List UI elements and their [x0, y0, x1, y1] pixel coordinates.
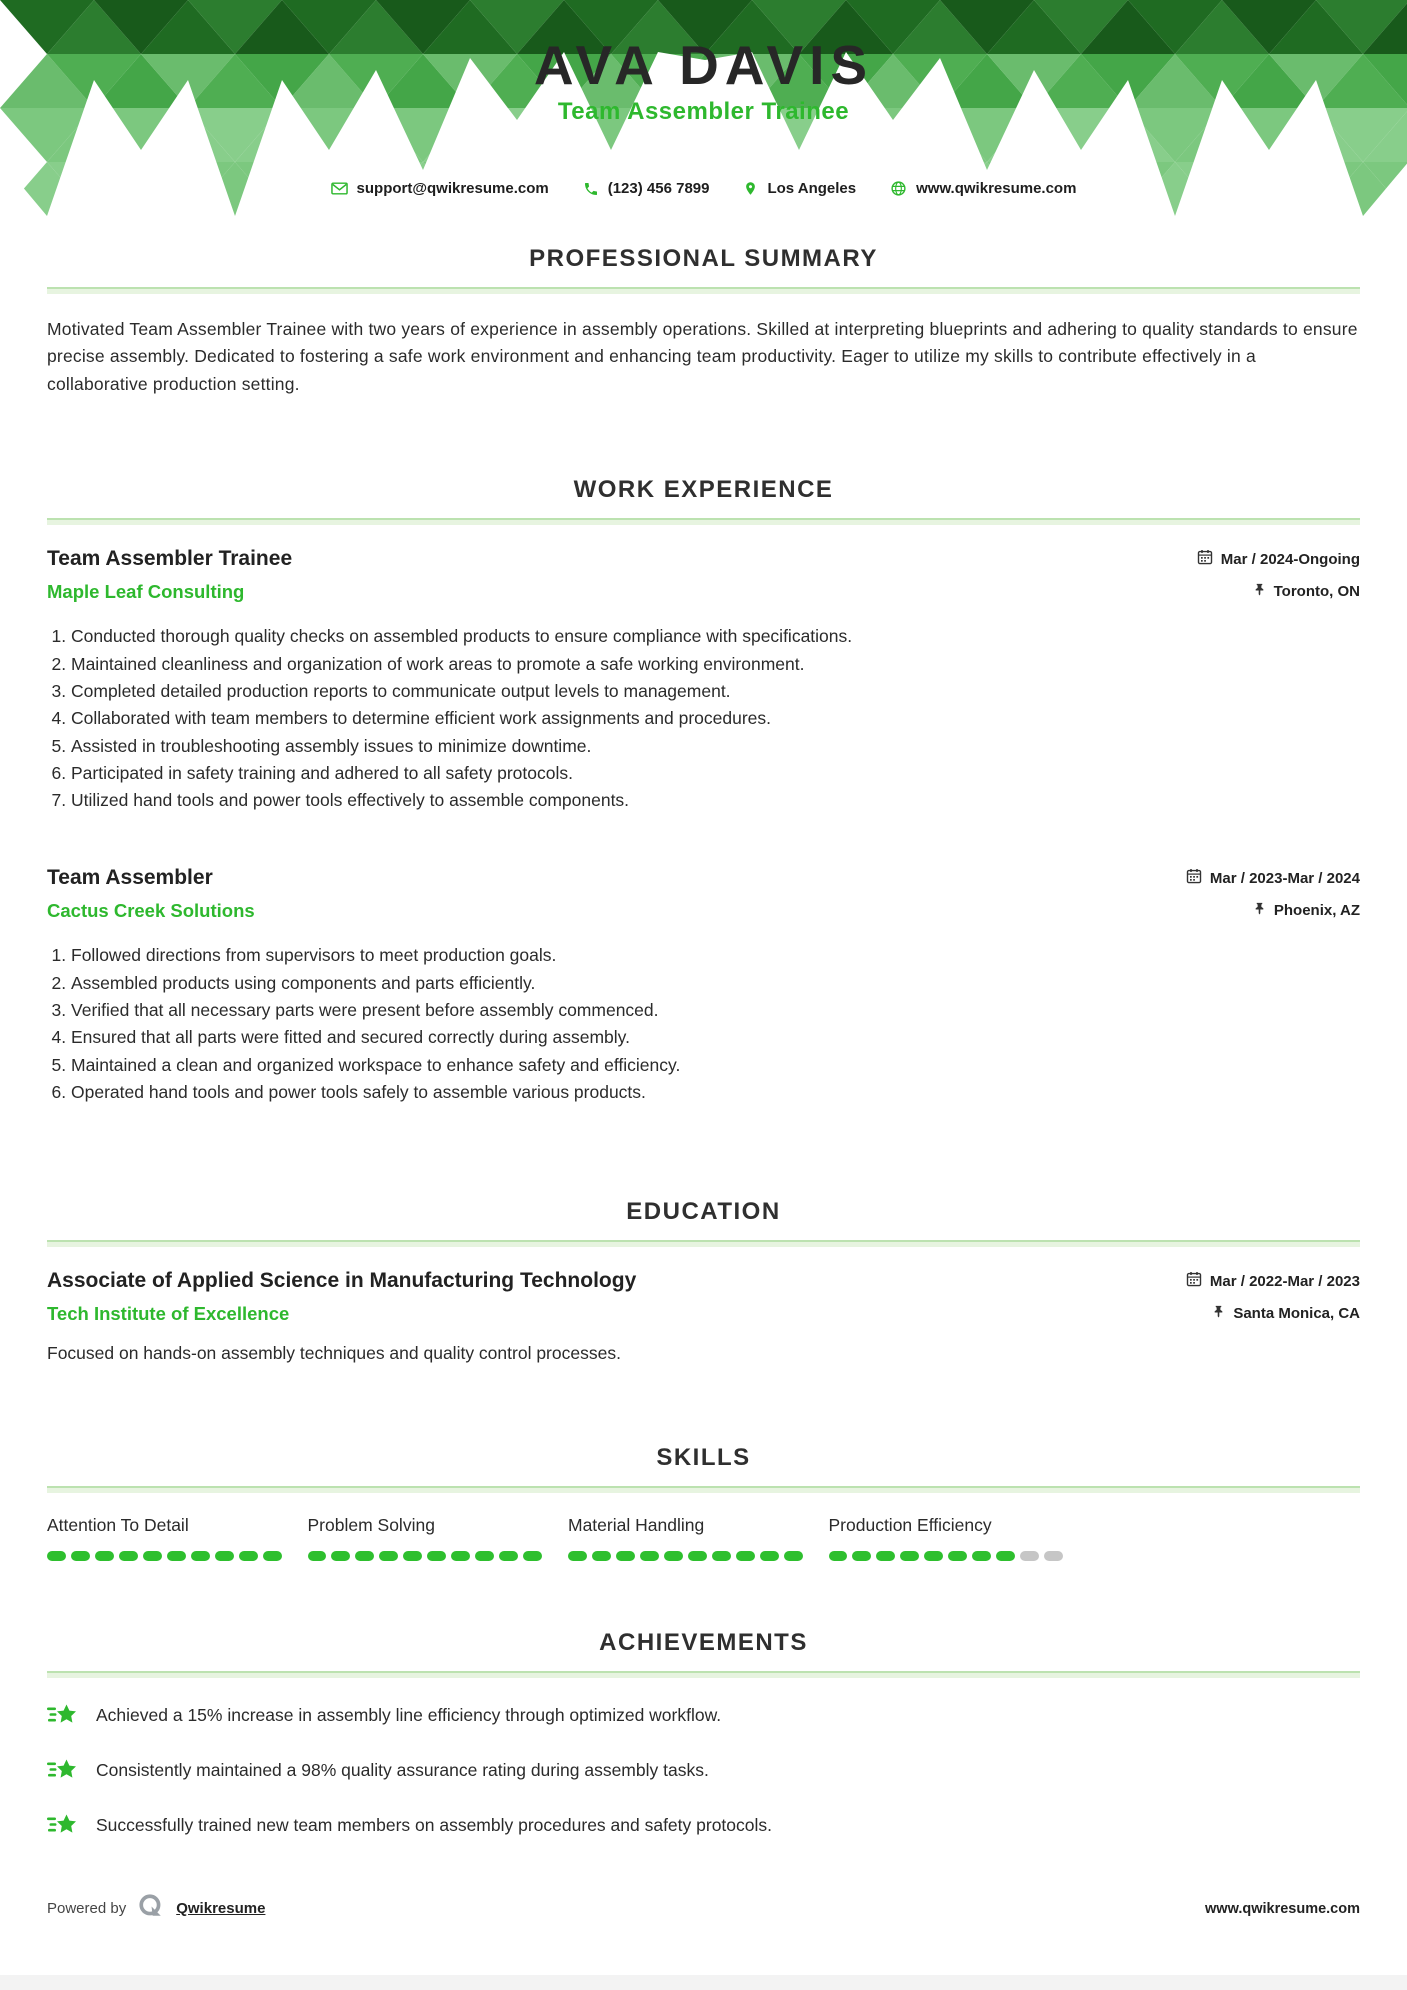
skill-segment-filled	[876, 1551, 895, 1561]
contact-location	[743, 180, 856, 197]
skill-name: Attention To Detail	[47, 1515, 189, 1536]
job-dates	[1186, 868, 1360, 888]
skill-item	[308, 1515, 543, 1561]
skill-level-bar	[47, 1551, 282, 1561]
education-dates-text: Mar / 2022-Mar / 2023	[1209, 1272, 1360, 1290]
education-entry	[47, 1269, 1360, 1364]
skill-segment-filled	[263, 1551, 282, 1561]
skill-segment-empty	[1044, 1551, 1063, 1561]
skill-segment-filled	[355, 1551, 374, 1561]
section-achievements	[47, 1629, 1360, 1840]
skill-segment-filled	[784, 1551, 803, 1561]
skill-segment-empty	[1020, 1551, 1039, 1561]
skill-segment-filled	[688, 1551, 707, 1561]
skills-grid	[47, 1515, 1063, 1561]
bullet-item: 4. Collaborated with team members to determine efficient work assignments and procedures.	[71, 705, 1360, 732]
skill-segment-filled	[829, 1551, 848, 1561]
skill-segment-filled	[239, 1551, 258, 1561]
qwikresume-brand-link[interactable]: Qwikresume	[176, 1900, 266, 1917]
skill-segment-filled	[664, 1551, 683, 1561]
achievement-item	[47, 1755, 1360, 1785]
job-location	[1197, 582, 1360, 601]
job-company: Maple Leaf Consulting	[47, 581, 245, 603]
envelope-icon	[331, 180, 348, 197]
calendar-icon	[1186, 868, 1202, 888]
job-title: Team Assembler	[47, 866, 213, 890]
bullet-item: 7. Utilized hand tools and power tools effectively to assemble components.	[71, 787, 1360, 814]
job-entry	[47, 866, 1360, 1106]
skill-segment-filled	[379, 1551, 398, 1561]
skill-segment-filled	[331, 1551, 350, 1561]
skill-segment-filled	[475, 1551, 494, 1561]
skill-segment-filled	[499, 1551, 518, 1561]
achievement-item	[47, 1700, 1360, 1730]
globe-icon	[890, 180, 907, 197]
section-divider	[47, 1240, 1360, 1247]
section-divider	[47, 518, 1360, 525]
star-icon	[47, 1755, 78, 1785]
skill-segment-filled	[568, 1551, 587, 1561]
contact-phone	[583, 180, 710, 197]
job-location-text: Toronto, ON	[1273, 583, 1360, 601]
skill-segment-filled	[852, 1551, 871, 1561]
achievement-text: Consistently maintained a 98% quality assurance rating during assembly tasks.	[96, 1759, 709, 1780]
header-banner	[0, 0, 1407, 215]
bullet-item: 4. Ensured that all parts were fitted and secured correctly during assembly.	[71, 1024, 1360, 1051]
achievements-heading: ACHIEVEMENTS	[599, 1629, 808, 1657]
skill-segment-filled	[191, 1551, 210, 1561]
candidate-name: AVA DAVIS	[533, 34, 874, 96]
summary-text: Motivated Team Assembler Trainee with two years of experience in assembly operations. Skilled at interpreting blueprints and adhering to quality standards to ensure precise assembly. Dedicated to fostering a safe work environment and enhancing team productivity. Eager to utilize my skills to contribute effectively in a collaborative production setting.	[47, 319, 1358, 394]
skills-heading: SKILLS	[656, 1444, 751, 1472]
bullet-item: 2. Maintained cleanliness and organization of work areas to promote a safe working environment.	[71, 651, 1360, 678]
job-company: Cactus Creek Solutions	[47, 900, 255, 922]
section-education	[47, 1198, 1360, 1364]
section-divider	[47, 1486, 1360, 1493]
job-entry	[47, 547, 1360, 814]
bullet-item: 5. Assisted in troubleshooting assembly issues to minimize downtime.	[71, 733, 1360, 760]
skill-segment-filled	[924, 1551, 943, 1561]
section-divider	[47, 287, 1360, 294]
skill-item	[829, 1515, 1064, 1561]
job-bullet-list	[47, 623, 1360, 814]
bullet-item: 1. Followed directions from supervisors to meet production goals.	[71, 942, 1360, 969]
skill-segment-filled	[167, 1551, 186, 1561]
education-heading: EDUCATION	[626, 1198, 781, 1226]
pin-icon	[743, 180, 758, 197]
star-icon	[47, 1810, 78, 1840]
skill-segment-filled	[640, 1551, 659, 1561]
skill-segment-filled	[71, 1551, 90, 1561]
skill-segment-filled	[143, 1551, 162, 1561]
bullet-item: 6. Operated hand tools and power tools safely to assemble various products.	[71, 1079, 1360, 1106]
section-skills	[47, 1444, 1360, 1561]
skill-segment-filled	[215, 1551, 234, 1561]
skill-level-bar	[829, 1551, 1064, 1561]
contact-location-text: Los Angeles	[767, 180, 857, 197]
skill-segment-filled	[736, 1551, 755, 1561]
skill-segment-filled	[95, 1551, 114, 1561]
skill-level-bar	[568, 1551, 803, 1561]
job-bullet-list	[47, 942, 1360, 1106]
calendar-icon	[1186, 1271, 1202, 1291]
job-dates-text: Mar / 2023-Mar / 2024	[1209, 869, 1360, 887]
bottom-strip	[0, 1975, 1407, 1990]
skill-segment-filled	[616, 1551, 635, 1561]
degree-title: Associate of Applied Science in Manufacturing Technology	[47, 1269, 637, 1293]
contact-email[interactable]	[331, 180, 549, 197]
education-location-text: Santa Monica, CA	[1233, 1305, 1360, 1323]
summary-heading: PROFESSIONAL SUMMARY	[529, 245, 878, 272]
skill-segment-filled	[403, 1551, 422, 1561]
section-divider	[47, 1671, 1360, 1678]
bullet-item: 6. Participated in safety training and adhered to all safety protocols.	[71, 760, 1360, 787]
skill-segment-filled	[451, 1551, 470, 1561]
skill-segment-filled	[592, 1551, 611, 1561]
star-icon	[47, 1700, 78, 1730]
education-dates	[1186, 1271, 1360, 1291]
job-title-subtitle: Team Assembler Trainee	[557, 98, 850, 125]
section-summary	[47, 245, 1360, 398]
qwikresume-q-logo	[138, 1893, 164, 1924]
skill-segment-filled	[972, 1551, 991, 1561]
pushpin-icon	[1253, 582, 1266, 601]
pushpin-icon	[1253, 901, 1266, 920]
bullet-item: 3. Completed detailed production reports to communicate output levels to management.	[71, 678, 1360, 705]
job-title: Team Assembler Trainee	[47, 547, 293, 571]
pushpin-icon	[1212, 1304, 1225, 1323]
skill-segment-filled	[712, 1551, 731, 1561]
education-location	[1186, 1304, 1360, 1323]
page-footer	[47, 1893, 1360, 1924]
phone-icon	[583, 181, 599, 197]
skill-level-bar	[308, 1551, 543, 1561]
job-dates	[1197, 549, 1360, 569]
job-location	[1186, 901, 1360, 920]
powered-by-label: Powered by	[47, 1900, 127, 1917]
education-description: Focused on hands-on assembly techniques and quality control processes.	[47, 1343, 621, 1364]
skill-segment-filled	[948, 1551, 967, 1561]
contact-website[interactable]	[890, 180, 1076, 197]
calendar-icon	[1197, 549, 1213, 569]
skill-name: Production Efficiency	[828, 1515, 992, 1536]
skill-name: Problem Solving	[307, 1515, 435, 1536]
achievement-text: Successfully trained new team members on assembly procedures and safety protocols.	[96, 1814, 773, 1835]
skill-name: Material Handling	[568, 1515, 705, 1536]
contact-website-text: www.qwikresume.com	[916, 180, 1077, 197]
skill-segment-filled	[308, 1551, 327, 1561]
skill-segment-filled	[760, 1551, 779, 1561]
contact-row	[0, 180, 1407, 197]
school-name: Tech Institute of Excellence	[47, 1303, 290, 1325]
skill-item	[47, 1515, 282, 1561]
skill-segment-filled	[119, 1551, 138, 1561]
bullet-item: 5. Maintained a clean and organized workspace to enhance safety and efficiency.	[71, 1052, 1360, 1079]
achievements-list	[47, 1700, 1360, 1840]
skill-item	[568, 1515, 803, 1561]
contact-phone-text: (123) 456 7899	[607, 180, 710, 197]
job-location-text: Phoenix, AZ	[1273, 902, 1360, 920]
experience-heading: WORK EXPERIENCE	[573, 476, 834, 504]
skill-segment-filled	[523, 1551, 542, 1561]
achievement-item	[47, 1810, 1360, 1840]
bullet-item: 2. Assembled products using components and parts efficiently.	[71, 970, 1360, 997]
skill-segment-filled	[427, 1551, 446, 1561]
bullet-item: 1. Conducted thorough quality checks on assembled products to ensure compliance with specifications.	[71, 623, 1360, 650]
skill-segment-filled	[47, 1551, 66, 1561]
skill-segment-filled	[900, 1551, 919, 1561]
contact-email-text: support@qwikresume.com	[356, 180, 549, 197]
skill-segment-filled	[996, 1551, 1015, 1561]
bullet-item: 3. Verified that all necessary parts were present before assembly commenced.	[71, 997, 1360, 1024]
footer-website-link[interactable]: www.qwikresume.com	[1205, 1900, 1360, 1917]
achievement-text: Achieved a 15% increase in assembly line efficiency through optimized workflow.	[96, 1704, 722, 1725]
job-dates-text: Mar / 2024-Ongoing	[1220, 550, 1360, 568]
section-experience	[47, 476, 1360, 1106]
